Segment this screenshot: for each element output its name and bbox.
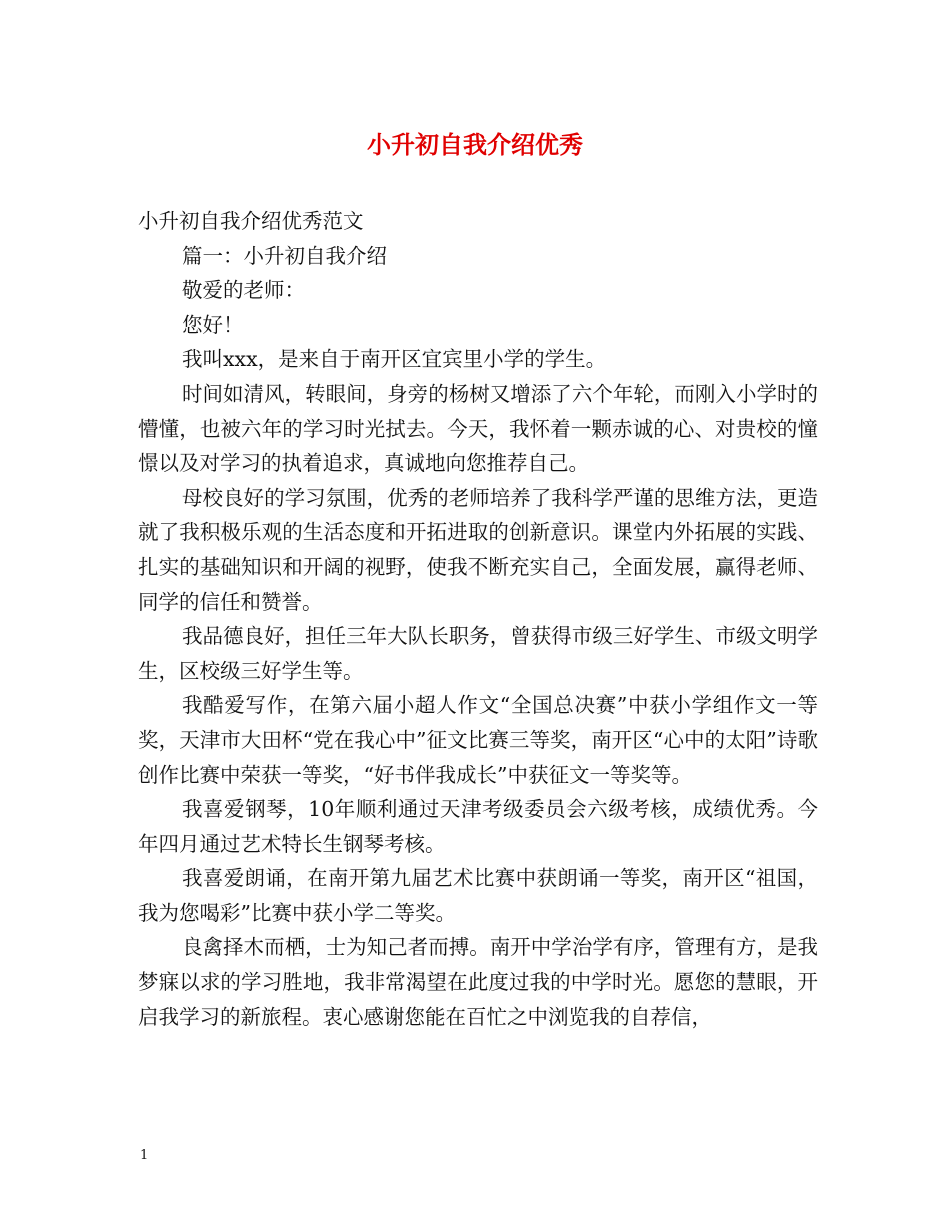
- body-paragraph: 时间如清风，转眼间，身旁的杨树又增添了六个年轮，而刚入小学时的懵懂，也被六年的学习时光拭去。今天，我怀着一颗赤诚的心、对贵校的憧憬以及对学习的执着追求，真诚地向您推荐自己。: [138, 381, 818, 476]
- page-number: 1: [140, 1148, 149, 1163]
- subtitle-paragraph: 小升初自我介绍优秀范文: [138, 209, 364, 233]
- body-paragraph: 母校良好的学习氛围，优秀的老师培养了我科学严谨的思维方法，更造就了我积极乐观的生活态度和开拓进取的创新意识。课堂内外拓展的实践、扎实的基础知识和开阔的视野，使我不断充实自己，全面发展，赢得老师、同学的信任和赞誉。: [138, 485, 818, 614]
- body-paragraph: 我酷爱写作，在第六届小超人作文“全国总决赛”中获小学组作文一等奖，天津市大田杯“党在我心中”征文比赛三等奖，南开区“心中的太阳”诗歌创作比赛中荣获一等奖，“好书伴我成长”中获征文一等奖等。: [138, 693, 818, 787]
- greeting: 您好！: [182, 312, 244, 337]
- section-heading: 篇一：小升初自我介绍: [182, 243, 387, 268]
- body-paragraph: 我品德良好，担任三年大队长职务，曾获得市级三好学生、市级文明学生，区校级三好学生等。: [138, 624, 818, 683]
- body-paragraph: 我叫xxx，是来自于南开区宜宾里小学的学生。: [182, 347, 607, 372]
- body-paragraph: 我喜爱朗诵，在南开第九届艺术比赛中获朗诵一等奖，南开区“祖国，我为您喝彩”比赛中获小学二等奖。: [138, 866, 818, 925]
- document-title: 小升初自我介绍优秀: [367, 130, 583, 159]
- salutation: 敬爱的老师：: [182, 278, 305, 303]
- body-paragraph: 我喜爱钢琴，10年顺利通过天津考级委员会六级考核，成绩优秀。今年四月通过艺术特长生钢琴考核。: [138, 797, 818, 856]
- body-paragraph: 良禽择木而栖，士为知己者而搏。南开中学治学有序，管理有方，是我梦寐以求的学习胜地，我非常渴望在此度过我的中学时光。愿您的慧眼，开启我学习的新旅程。衷心感谢您能在百忙之中浏览我的自荐信，: [138, 935, 818, 1029]
- document-body: [138, 204, 818, 1034]
